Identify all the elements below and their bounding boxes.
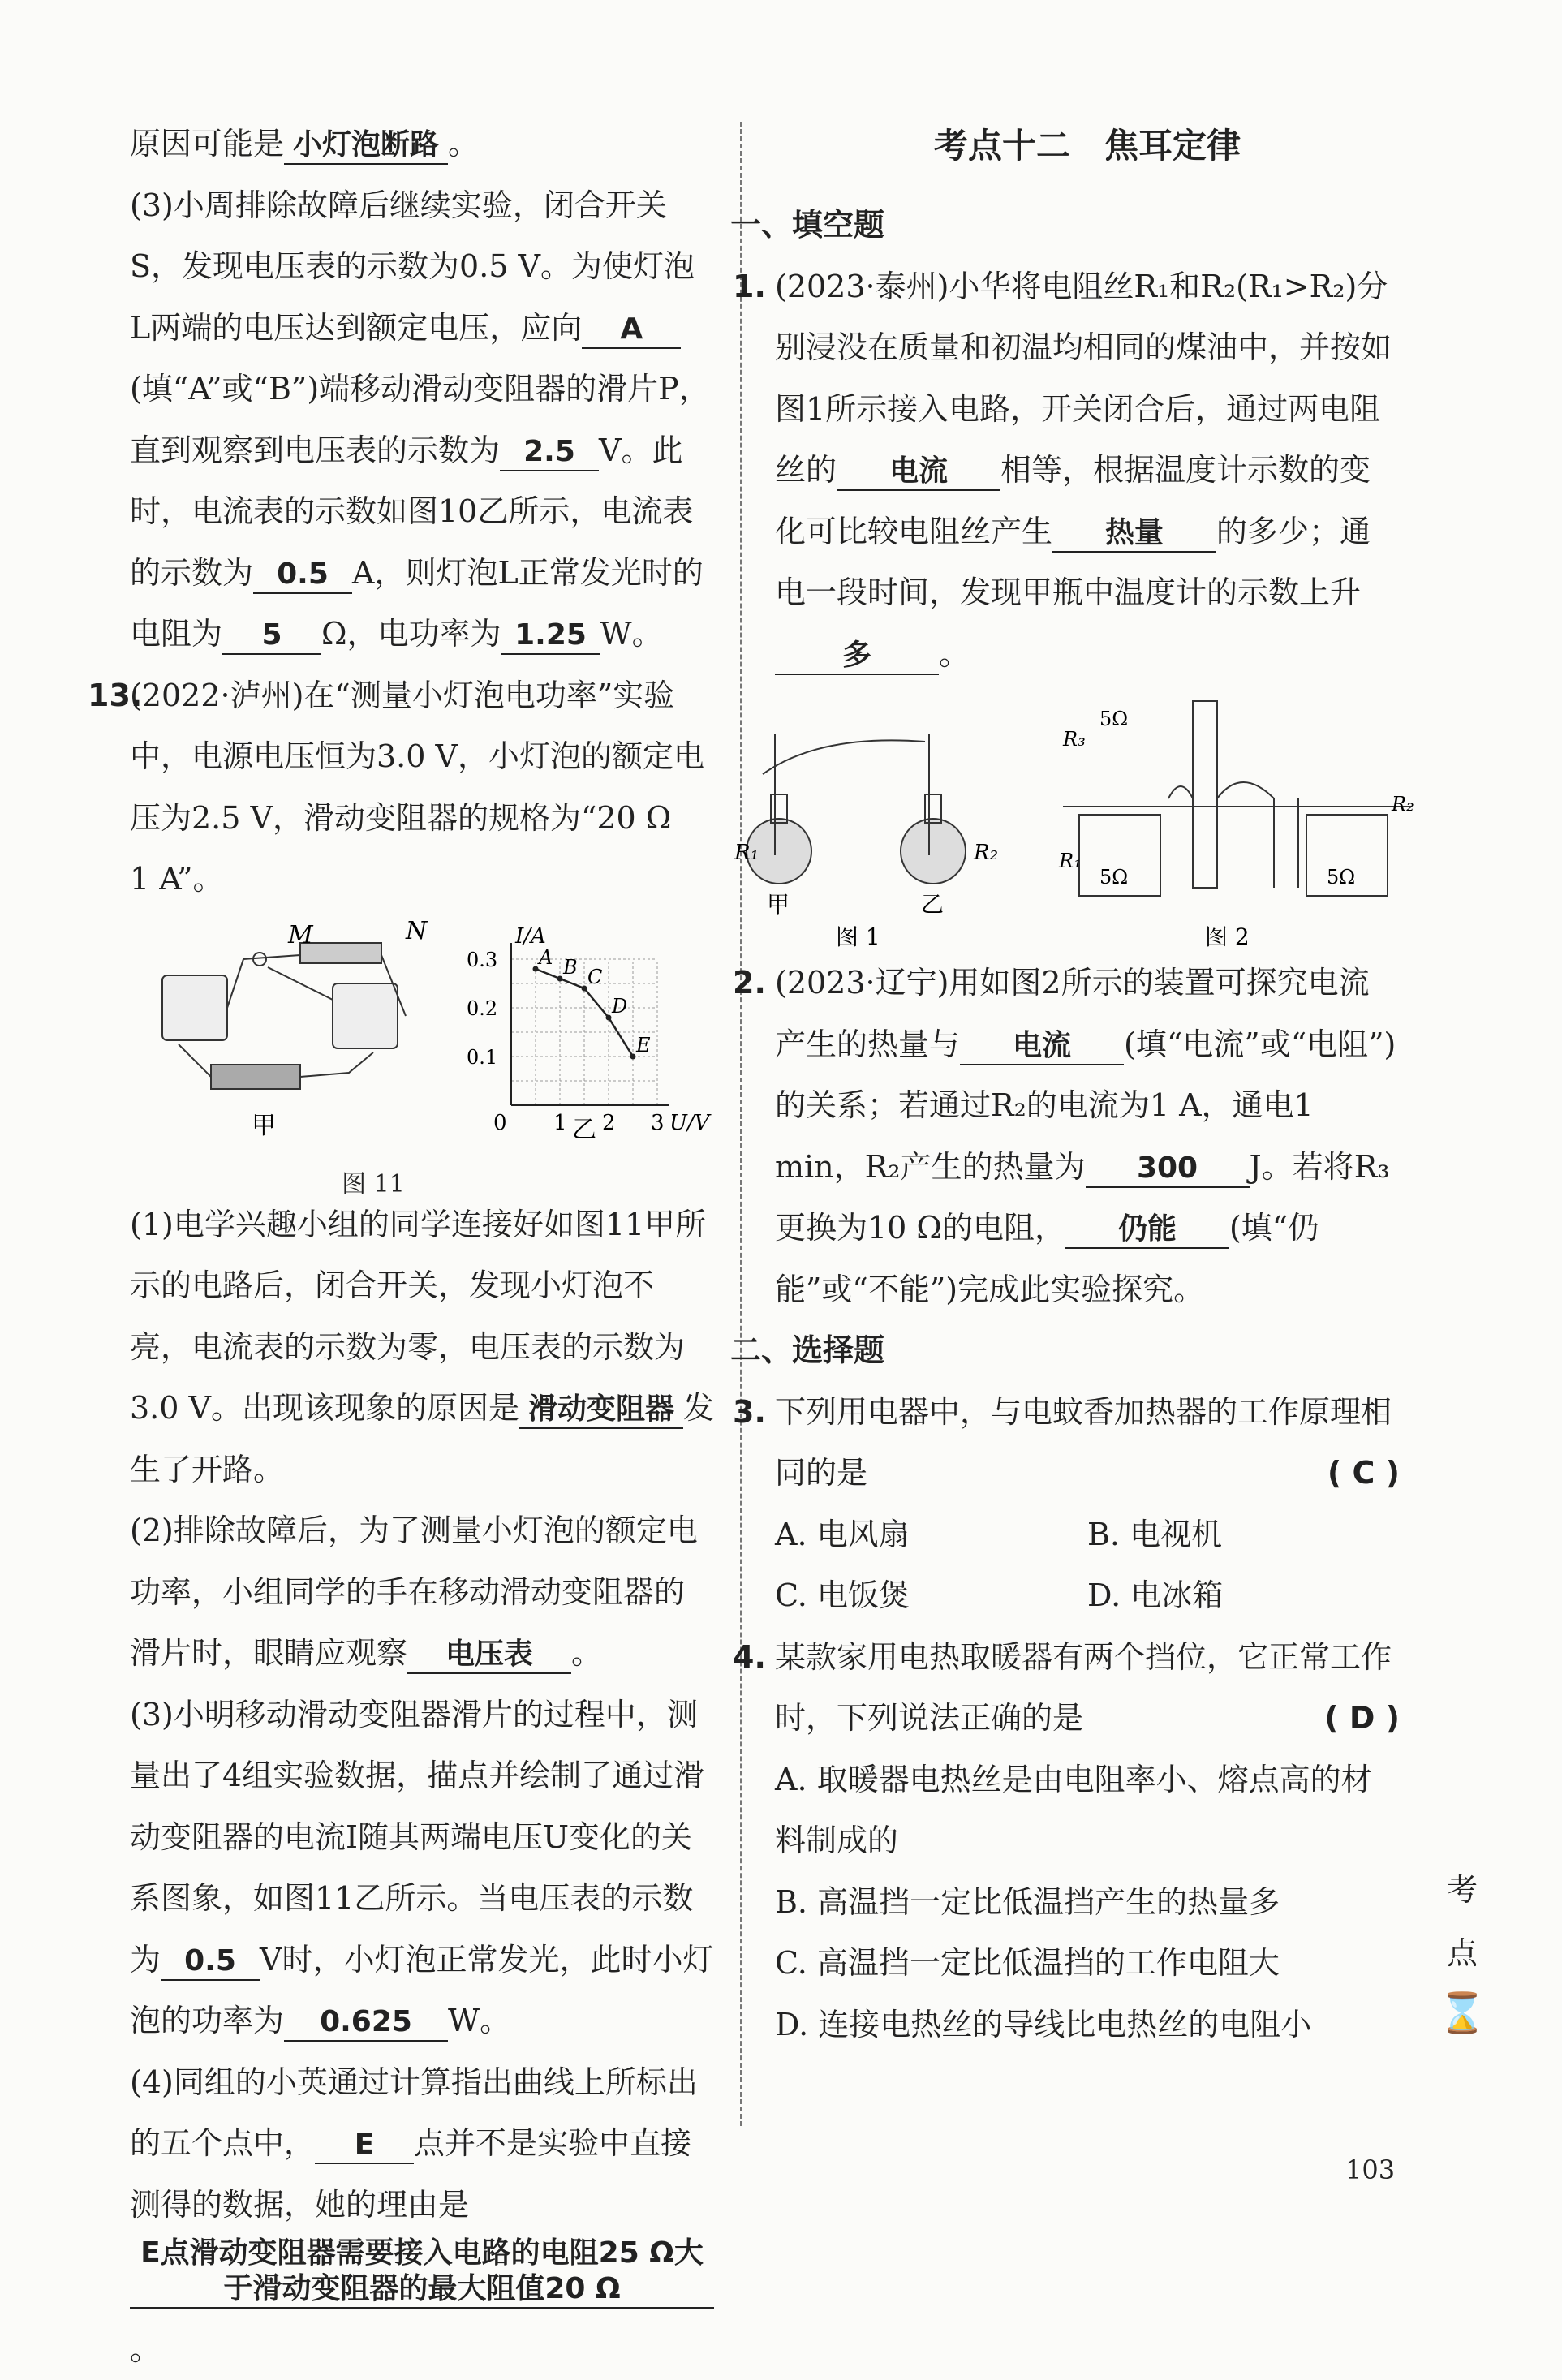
data-point xyxy=(533,966,539,971)
options-row xyxy=(775,1565,1400,1627)
fig2-R3: R₃ xyxy=(1062,728,1086,751)
answer-blank: E点滑动变阻器需要接入电路的电阻25 Ω大于滑动变阻器的最大阻值20 Ω xyxy=(130,2236,714,2309)
answer-blank: 仍能 xyxy=(1065,1212,1229,1249)
choice-answer: ( C ) xyxy=(1327,1443,1400,1504)
right-column xyxy=(775,114,1400,2055)
y-axis-label: I/A xyxy=(514,924,546,949)
data-point xyxy=(606,1014,612,1020)
x-tick-label: 1 xyxy=(553,1111,567,1135)
option: D. 连接电热丝的导线比电热丝的电阻小 xyxy=(775,1995,1400,2056)
answer-blank: 小灯泡断路 xyxy=(284,127,448,165)
bulb-icon xyxy=(253,953,266,966)
choice-answer: ( D ) xyxy=(1324,1688,1400,1749)
y-tick-label: 0.3 xyxy=(467,949,497,971)
question-3: 3. 下列用电器中，与电蚊香加热器的工作原理相同的是 ( C ) xyxy=(775,1382,1400,1504)
answer-blank: 0.625 xyxy=(284,2004,448,2042)
battery-icon xyxy=(211,1065,300,1089)
part-3: (3)小明移动滑动变阻器滑片的过程中，测量出了4组实验数据，描点并绘制了通过滑动变阻器的电流I随其两端电压U变化的关系图象，如图11乙所示。当电压表的示数为 0.5 V时，小灯泡正常发光，此时小灯泡的功率为 0.625 W。 xyxy=(130,1685,714,2052)
answer-blank: A xyxy=(582,312,681,349)
answer-blank: 电流 xyxy=(960,1028,1124,1065)
voltmeter-icon xyxy=(162,975,227,1040)
answer-blank: 2.5 xyxy=(500,434,599,471)
option: C. 电饭煲 xyxy=(775,1565,1087,1627)
fig1-R1: R₁ xyxy=(734,841,759,865)
iu-graph xyxy=(467,924,712,1135)
figure-11-svg xyxy=(130,910,714,1154)
answer-blank: 电流 xyxy=(837,454,1000,491)
x-tick-label: 3 xyxy=(651,1111,665,1135)
heading-choice: 二、选择题 xyxy=(730,1320,1400,1382)
part-2: (2)排除故障后，为了测量小灯泡的额定电功率，小组同学的手在移动滑动变阻器的滑片时，眼睛应观察 电压表 。 xyxy=(130,1500,714,1685)
fig2-o1: 5Ω xyxy=(1099,866,1128,889)
ammeter-icon xyxy=(333,983,398,1048)
data-point xyxy=(630,1053,636,1059)
fig1-jia: 甲 xyxy=(767,891,790,918)
answer-blank: 0.5 xyxy=(253,557,352,594)
option: A. 取暖器电热丝是由电阻率小、熔点高的材料制成的 xyxy=(775,1749,1400,1872)
part-4: (4)同组的小英通过计算指出曲线上所标出的五个点中， E 点并不是实验中直接测得的数据，她的理由是E点滑动变阻器需要接入电路的电阻25 Ω大于滑动变阻器的最大阻值20 Ω。 xyxy=(130,2052,714,2380)
x-axis-label: U/V xyxy=(669,1111,712,1135)
x-tick-label: 2 xyxy=(602,1111,616,1135)
label-jia: 甲 xyxy=(252,1112,276,1140)
question-number: 4. xyxy=(733,1627,766,1689)
fig1-yi: 乙 xyxy=(921,891,944,918)
part-3-text: (3)小周排除故障后继续实验，闭合开关S，发现电压表的示数为0.5 V。为使灯泡L两端的电压达到额定电压，应向 A(填“A”或“B”)端移动滑动变阻器的滑片P，直到观察到电压表的示数为 2.5 V。此时，电流表的示数如图10乙所示，电流表的示数为 0.5 A，则灯泡L正常发光时的电阻为 5 Ω，电功率为 1.25 W。 xyxy=(130,175,714,665)
option: B. 电视机 xyxy=(1087,1504,1400,1566)
left-column xyxy=(130,114,714,2380)
column-divider xyxy=(740,122,742,2126)
answer-blank: 滑动变阻器 xyxy=(519,1392,683,1429)
flask-yi xyxy=(901,819,966,884)
side-label: 点 xyxy=(1438,1922,1487,1985)
hourglass-icon: ⌛ xyxy=(1438,1985,1487,2042)
data-point-label: A xyxy=(537,946,553,969)
answer-blank: 热量 xyxy=(1052,515,1216,553)
answer-blank: 0.5 xyxy=(161,1943,260,1981)
fig2-o2: 5Ω xyxy=(1327,866,1355,889)
question-number: 1. xyxy=(733,256,766,318)
answer-blank: 1.25 xyxy=(501,618,600,655)
data-point xyxy=(557,975,563,981)
figures-1-2 xyxy=(738,685,1400,953)
option: A. 电风扇 xyxy=(775,1504,1087,1566)
circuit-diagram xyxy=(162,943,406,1089)
question-1: 1. (2023·泰州)小华将电阻丝R₁和R₂(R₁>R₂)分别浸没在质量和初温均相同的煤油中，并按如图1所示接入电路，开关闭合后，通过两电阻丝的 电流 相等，根据温度计示数的变化可比较电阻丝产生 热量 的多少；通电一段时间，发现甲瓶中温度计的示数上升多 。 xyxy=(775,256,1400,686)
figure-11 xyxy=(130,910,714,1194)
fig1-R2: R₂ xyxy=(973,841,998,865)
side-tab xyxy=(1438,1858,1487,2042)
label-M: M xyxy=(287,921,314,949)
figures-1-2-svg xyxy=(738,685,1388,953)
question-number: 13. xyxy=(88,665,142,727)
y-tick-label: 0.1 xyxy=(467,1046,497,1069)
y-tick-label: 0.2 xyxy=(467,997,497,1020)
options-row xyxy=(775,1504,1400,1566)
answer-blank: 多 xyxy=(775,638,939,675)
answer-blank: 电压表 xyxy=(407,1637,571,1674)
section-title: 考点十二 焦耳定律 xyxy=(775,114,1400,195)
data-point-label: C xyxy=(587,966,602,988)
option: C. 高温挡一定比低温挡的工作电阻大 xyxy=(775,1933,1400,1995)
question-13: 13. (2022·泸州)在“测量小灯泡电功率”实验中，电源电压恒为3.0 V，小灯泡的额定电压为2.5 V，滑动变阻器的规格为“20 Ω 1 A”。 xyxy=(130,665,714,910)
label-yi: 乙 xyxy=(572,1116,596,1144)
question-4: 4. 某款家用电热取暖器有两个挡位，它正常工作时，下列说法正确的是 ( D ) xyxy=(775,1627,1400,1749)
figure-11-caption: 图 11 xyxy=(81,1154,665,1216)
fig1-caption: 图 1 xyxy=(836,923,880,950)
fig2-R2: R₂ xyxy=(1391,793,1414,816)
data-point-label: D xyxy=(611,995,627,1018)
answer-blank: 5 xyxy=(222,618,321,655)
question-2: 2. (2023·辽宁)用如图2所示的装置可探究电流产生的热量与 电流 (填“电流”或“电阻”)的关系；若通过R₂的电流为1 A，通电1 min，R₂产生的热量为 300 J。若将R₃更换为10 Ω的电阻， 仍能 (填“仍能”或“不能”)完成此实验探究。 xyxy=(775,953,1400,1320)
answer-blank: 300 xyxy=(1086,1151,1250,1188)
u-tube xyxy=(1193,701,1217,888)
label-N: N xyxy=(405,917,428,945)
side-label: 考 xyxy=(1438,1858,1487,1922)
line-cause: 原因可能是 小灯泡断路 。 xyxy=(130,114,714,175)
option: D. 电冰箱 xyxy=(1087,1565,1400,1627)
fig2-caption: 图 2 xyxy=(1205,923,1250,950)
heading-fill-blank: 一、填空题 xyxy=(730,195,1400,256)
question-number: 2. xyxy=(733,953,766,1014)
data-point xyxy=(582,985,587,991)
question-number: 3. xyxy=(733,1382,766,1444)
answer-blank: E xyxy=(315,2127,414,2164)
data-point-label: B xyxy=(562,956,578,979)
fig2-R1: R₁ xyxy=(1058,850,1082,872)
x-tick-label: 0 xyxy=(493,1111,507,1135)
option: B. 高温挡一定比低温挡产生的热量多 xyxy=(775,1872,1400,1934)
page-number: 103 xyxy=(1345,2154,1395,2185)
figure-1-drawing xyxy=(747,734,966,884)
fig2-o3: 5Ω xyxy=(1099,708,1128,730)
data-point-label: E xyxy=(635,1034,651,1057)
part-1: (1)电学兴趣小组的同学连接好如图11甲所示的电路后，闭合开关，发现小灯泡不亮，电流表的示数为零，电压表的示数为3.0 V。出现该现象的原因是 滑动变阻器 发生了开路。 xyxy=(130,1194,714,1501)
